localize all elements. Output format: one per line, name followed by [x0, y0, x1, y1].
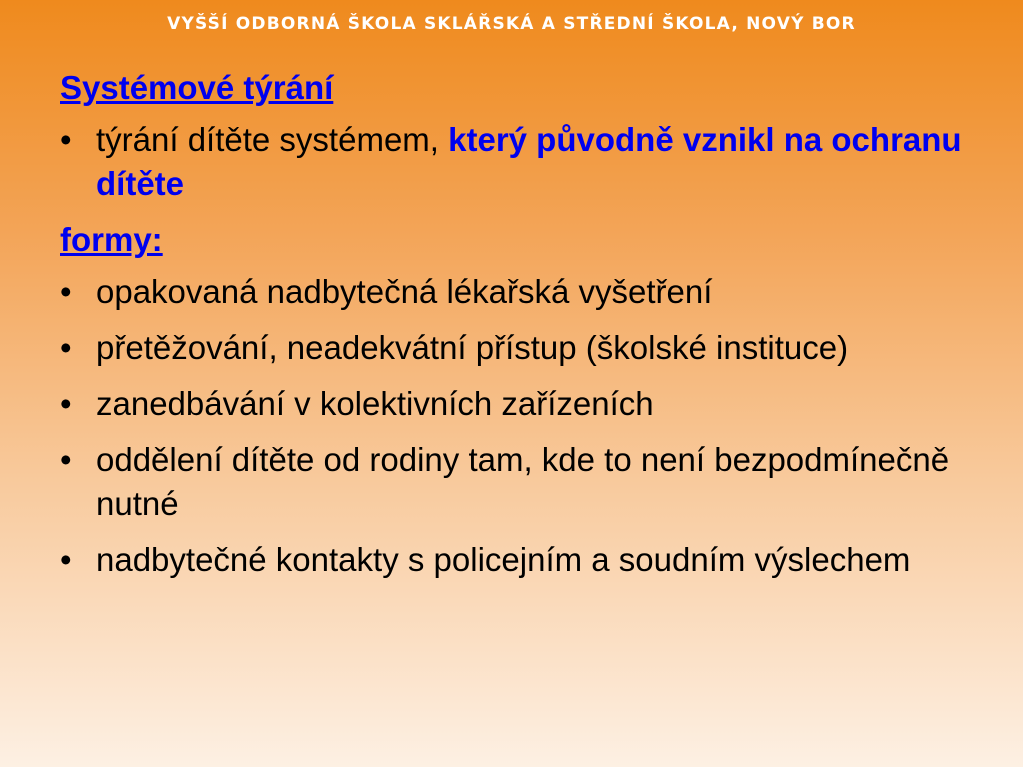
bullet-definition-text: [96, 118, 980, 206]
form-item: [60, 270, 980, 314]
form-item-text: oddělení dítěte od rodiny tam, kde to není bezpodmínečně nutné: [96, 441, 950, 522]
form-item: [60, 326, 980, 370]
bullet-dot: •: [60, 273, 72, 310]
heading-forms: formy:: [60, 221, 163, 258]
form-item: [60, 438, 980, 526]
form-item-text: nadbytečné kontakty s policejním a soudním výslechem: [96, 541, 911, 578]
form-item: [60, 382, 980, 426]
form-item-text: zanedbávání v kolektivních zařízeních: [96, 385, 654, 422]
bullet-dot: •: [60, 441, 72, 478]
form-item: [60, 538, 980, 582]
bullet-dot: •: [60, 121, 72, 158]
heading-systemic-abuse: Systémové týrání: [60, 69, 334, 106]
bullet-definition: [60, 118, 980, 206]
definition-plain: týrání dítěte systémem,: [96, 121, 449, 158]
slide-content: [60, 66, 980, 594]
bullet-dot: •: [60, 385, 72, 422]
definition-emphasis: který původně vznikl na ochranu dítěte: [96, 121, 962, 202]
form-item-text: přetěžování, neadekvátní přístup (školské instituce): [96, 329, 849, 366]
form-item-text: opakovaná nadbytečná lékařská vyšetření: [96, 273, 713, 310]
bullet-dot: •: [60, 541, 72, 578]
school-header: VYŠŠÍ ODBORNÁ ŠKOLA SKLÁŘSKÁ A STŘEDNÍ ŠKOLA, NOVÝ BOR: [167, 14, 856, 34]
bullet-dot: •: [60, 329, 72, 366]
